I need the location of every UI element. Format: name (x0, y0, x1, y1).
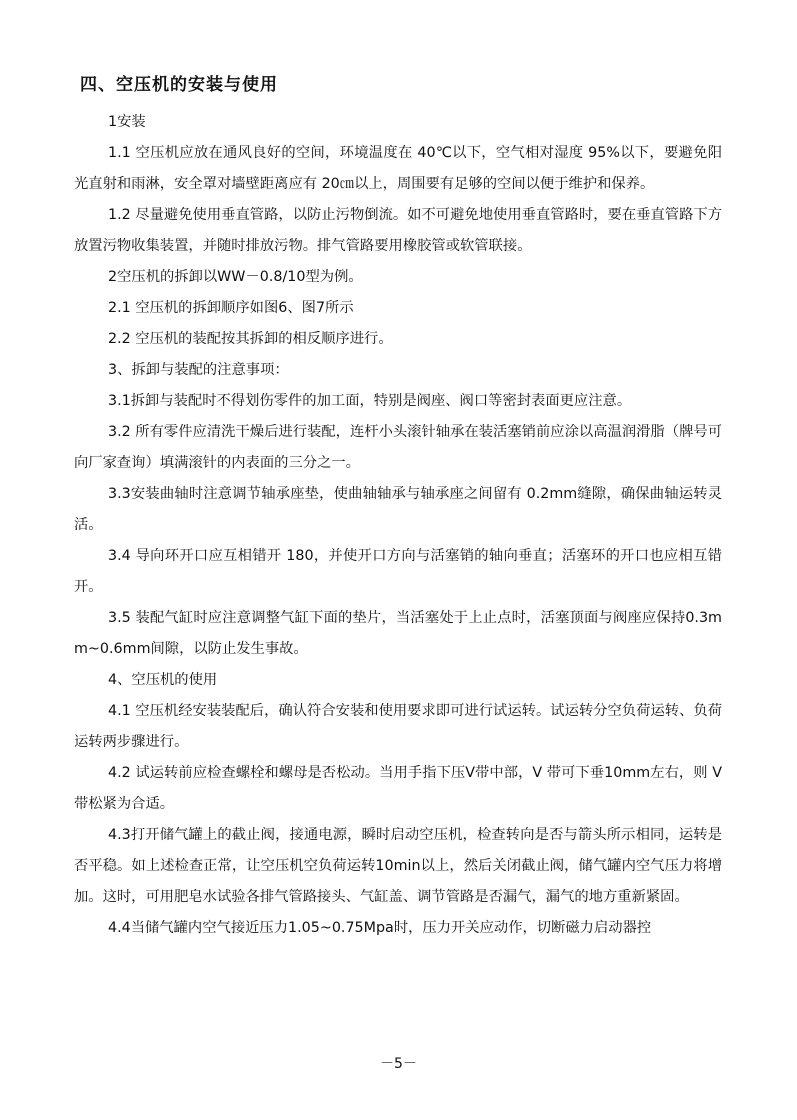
paragraph: 3.3安装曲轴时注意调节轴承座垫，使曲轴轴承与轴承座之间留有 0.2mm缝隙，确保曲轴运转灵活。 (74, 486, 722, 533)
paragraph: 2.2 空压机的装配按其拆卸的相反顺序进行。 (108, 331, 393, 347)
paragraph: 4.3打开储气罐上的截止阀，接通电源，瞬时启动空压机，检查转向是否与箭头所示相同，运转是否平稳。如上述检查正常，让空压机空负荷运转10min以上，然后关闭截止阀，储气罐内空气压力将增加。这时，可用肥皂水试验各排气管路接头、气缸盖、调节管路是否漏气，漏气的地方重新紧固。 (74, 827, 722, 905)
paragraph: 3.5 装配气缸时应注意调整气缸下面的垫片，当活塞处于上止点时，活塞顶面与阀座应保持0.3mm~0.6mm间隙，以防止发生事故。 (74, 610, 722, 657)
body-text (74, 107, 722, 944)
paragraph: 3.2 所有零件应清洗干燥后进行装配，连杆小头滚针轴承在装活塞销前应涂以高温润滑脂（牌号可向厂家查询）填满滚针的内表面的三分之一。 (74, 424, 722, 471)
paragraph: 3.4 导向环开口应互相错开 180，并使开口方向与活塞销的轴向垂直；活塞环的开口也应相互错开。 (74, 548, 722, 595)
paragraph: 1.2 尽量避免使用垂直管路，以防止污物倒流。如不可避免地使用垂直管路时，要在垂直管路下方放置污物收集装置，并随时排放污物。排气管路要用橡胶管或软管联接。 (74, 207, 722, 254)
paragraph: 3.1拆卸与装配时不得划伤零件的加工面，特别是阀座、阀口等密封表面更应注意。 (108, 393, 632, 409)
section-heading: 四、空压机的安装与使用 (80, 75, 278, 95)
paragraph: 1.1 空压机应放在通风良好的空间，环境温度在 40℃以下，空气相对湿度 95%以下，要避免阳光直射和雨淋，安全罩对墙壁距离应有 20㎝以上，周围要有足够的空间以便于维护和保养。 (74, 145, 722, 192)
paragraph: 4.2 试运转前应检查螺栓和螺母是否松动。当用手指下压V带中部，V 带可下垂10mm左右，则 V 带松紧为合适。 (74, 765, 722, 812)
paragraph: 2.1 空压机的拆卸顺序如图6、图7所示 (108, 300, 354, 316)
paragraph: 1安装 (108, 114, 146, 130)
paragraph: 4.1 空压机经安装装配后，确认符合安装和使用要求即可进行试运转。试运转分空负荷运转、负荷运转两步骤进行。 (74, 703, 722, 750)
page-number: －5－ (380, 1056, 417, 1072)
paragraph: 4、空压机的使用 (108, 672, 218, 688)
paragraph: 2空压机的拆卸以WW－0.8/10型为例。 (108, 269, 363, 285)
paragraph: 4.4当储气罐内空气接近压力1.05~0.75Mpa时，压力开关应动作，切断磁力启动器控 (108, 920, 652, 936)
paragraph: 3、拆卸与装配的注意事项： (108, 362, 289, 378)
